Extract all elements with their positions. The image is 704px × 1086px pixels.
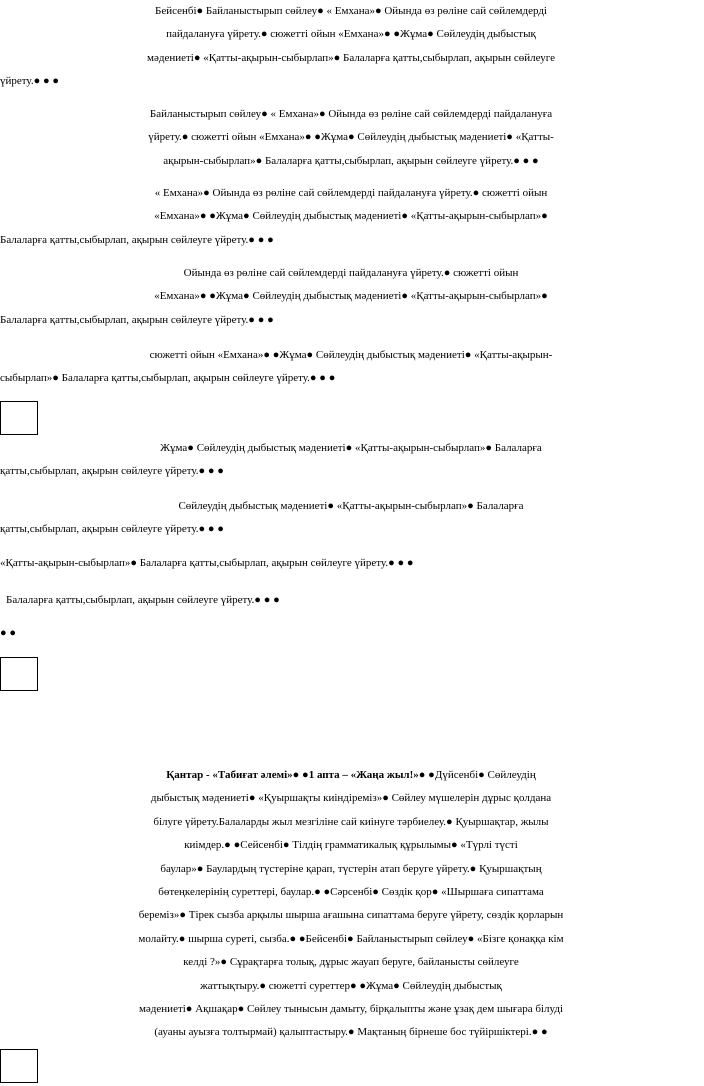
section-line: жаттықтыру.● сюжетті суреттер● ●Жұма● Сөйлеудің дыбыстық: [200, 979, 502, 992]
section-line: молайту.● шырша суреті, сызба.● ●Бейсенбі● Байланыстырып сөйлеу● «Бізге қонаққа кім: [138, 932, 564, 945]
section-heading: Қантар - «Табиғат әлемі»● ●1 апта – «Жаңа жыл!»● ●: [166, 769, 435, 781]
paragraph-9: [6, 589, 704, 612]
paragraph-line: қатты,сыбырлап, ақырын сөйлеуге үйрету.● ● ●: [0, 523, 224, 536]
section-line: баулар»● Баулардың түстеріне қарап, түстерін атап беруге үйрету.● Қуыршақтың: [160, 862, 542, 875]
paragraph-line: ● ●: [0, 627, 17, 639]
paragraph-6: [0, 437, 702, 484]
paragraph-line: «Емхана»● ●Жұма● Сөйлеудің дыбыстық мәдениеті● «Қатты-ақырын-сыбырлап»●: [154, 290, 548, 303]
paragraph-line: Жұма● Сөйлеудің дыбыстық мәдениеті● «Қатты-ақырын-сыбырлап»● Балаларға: [160, 442, 542, 454]
january-section: [0, 764, 702, 1045]
paragraph-line: сюжетті ойын «Емхана»● ●Жұма● Сөйлеудің дыбыстық мәдениеті● «Қатты-ақырын-: [149, 349, 553, 361]
section-line: мәдениеті● Ақшақар● Сөйлеу тынысын дамыту, бірқалыпты және ұзақ дем шығара білуді: [138, 1003, 564, 1016]
empty-box: [0, 1049, 38, 1083]
paragraph-line: пайдалануға үйрету.● сюжетті ойын «Емхана»● ●Жұма● Сөйлеудің дыбыстық: [166, 28, 536, 41]
paragraph-line: Байланыстырып сөйлеу● « Емхана»● Ойында өз рөліне сай сөйлемдерді пайдалануға: [149, 108, 553, 120]
paragraph-line: « Емхана»● Ойында өз рөліне сай сөйлемдерді пайдалануға үйрету.● сюжетті ойын: [154, 187, 548, 199]
paragraph-line: Балаларға қатты,сыбырлап, ақырын сөйлеуге үйрету.● ● ●: [6, 594, 280, 606]
paragraph-line: сыбырлап»● Балаларға қатты,сыбырлап, ақырын сөйлеуге үйрету.● ● ●: [0, 372, 336, 385]
paragraph-line: Сөйлеудің дыбыстық мәдениеті● «Қатты-ақырын-сыбырлап»● Балаларға: [178, 500, 524, 512]
paragraph-2: [0, 103, 702, 173]
section-line: білуге үйрету.Балаларды жыл мезгіліне сай киінуге тәрбиелеу.● Қуыршақтар, жылы: [153, 815, 549, 828]
paragraph-10: [0, 622, 702, 645]
section-first-line-rest: Дүйсенбі● Сөйлеудің: [434, 769, 536, 781]
paragraph-3: [0, 182, 702, 252]
paragraph-line: үйрету.● сюжетті ойын «Емхана»● ●Жұма● Сөйлеудің дыбыстық мәдениеті● «Қатты-: [148, 131, 554, 144]
empty-box: [0, 401, 38, 435]
paragraph-line: «Емхана»● ●Жұма● Сөйлеудің дыбыстық мәдениеті● «Қатты-ақырын-сыбырлап»●: [154, 210, 548, 223]
section-line: бөтеңкелерінің суреттері, баулар.● ●Сәрсенбі● Сөздік қор● «Шыршаға сипаттама: [158, 886, 544, 899]
paragraph-5: [0, 344, 702, 391]
paragraph-8: [0, 552, 702, 575]
paragraph-4: [0, 262, 702, 332]
paragraph-line: ақырын-сыбырлап»● Балаларға қатты,сыбырлап, ақырын сөйлеуге үйрету.● ● ●: [163, 154, 539, 167]
paragraph-7: [0, 495, 702, 542]
paragraph-line: мәдениеті● «Қатты-ақырын-сыбырлап»● Балаларға қатты,сыбырлап, ақырын сөйлеуге: [147, 51, 555, 64]
paragraph-line: Ойында өз рөліне сай сөйлемдерді пайдалануға үйрету.● сюжетті ойын: [183, 267, 519, 279]
paragraph-line: «Қатты-ақырын-сыбырлап»● Балаларға қатты,сыбырлап, ақырын сөйлеуге үйрету.● ● ●: [0, 557, 414, 569]
paragraph-line: Бейсенбі● Байланыстырып сөйлеу● « Емхана»● Ойында өз рөліне сай сөйлемдерді: [155, 5, 547, 17]
paragraph-line: Балаларға қатты,сыбырлап, ақырын сөйлеуге үйрету.● ● ●: [0, 313, 274, 326]
paragraph-line: үйрету.● ● ●: [0, 75, 60, 88]
section-line: киімдер.● ●Сейсенбі● Тілдің грамматикалық құрылымы● «Түрлі түсті: [184, 839, 518, 852]
paragraph-1: [0, 0, 702, 94]
section-line: береміз»● Тірек сызба арқылы шырша ағашына сипаттама беруге үйрету, сөздік қорларын: [138, 909, 564, 922]
section-line: дыбыстық мәдениеті● «Қуыршақты киіндіреміз»● Сөйлеу мүшелерін дұрыс қолдана: [150, 792, 552, 805]
paragraph-line: қатты,сыбырлап, ақырын сөйлеуге үйрету.● ● ●: [0, 465, 224, 478]
section-first-line: [0, 764, 702, 787]
section-line: (ауаны ауызға толтырмай) қалыптастыру.● Мақтаның бірнеше бос түйіршіктері.● ●: [154, 1026, 548, 1039]
paragraph-line: Балаларға қатты,сыбырлап, ақырын сөйлеуге үйрету.● ● ●: [0, 233, 274, 246]
empty-box: [0, 657, 38, 691]
section-line: келді ?»● Сұрақтарға толық, дұрыс жауап беруге, байланысты сөйлеуге: [183, 956, 519, 969]
